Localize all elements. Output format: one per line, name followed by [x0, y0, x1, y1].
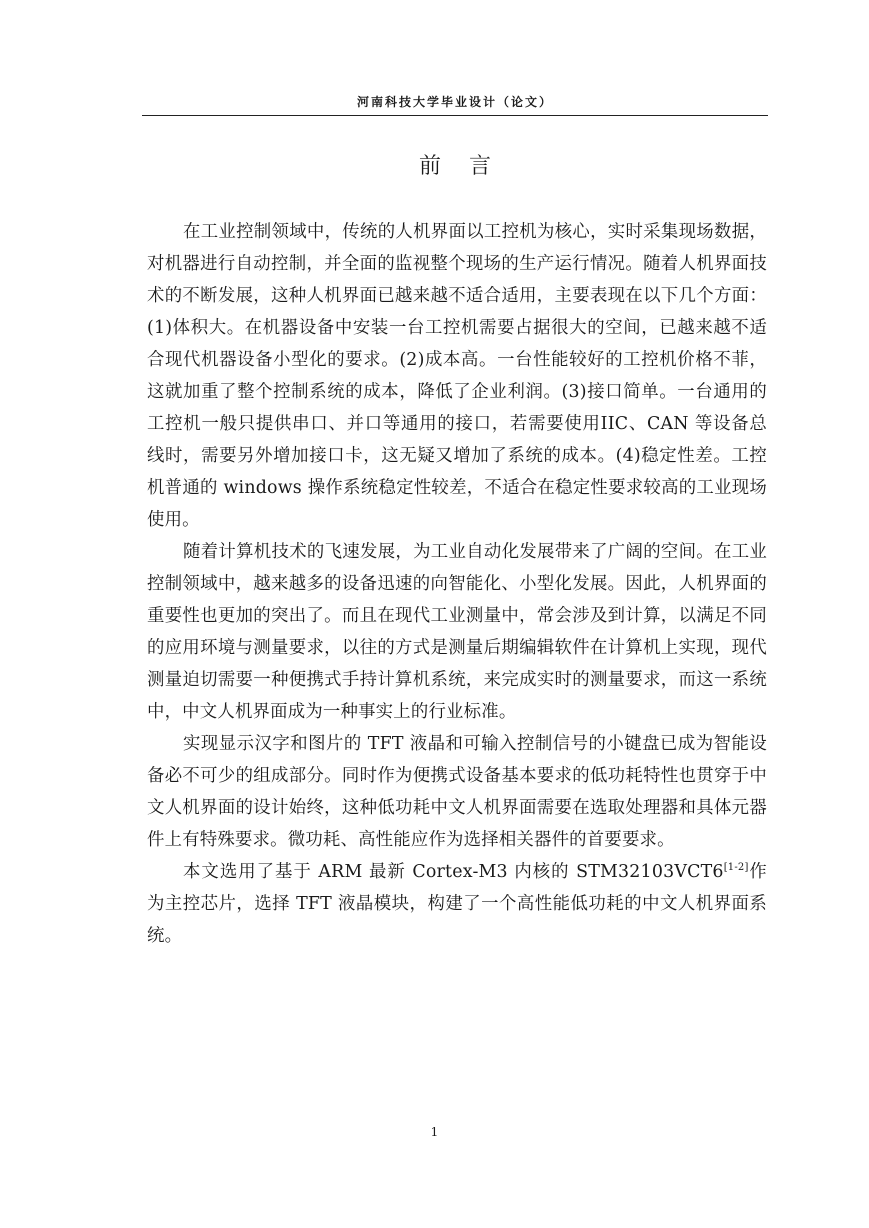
paragraph-2: 随着计算机技术的飞速发展，为工业自动化发展带来了广阔的空间。在工业控制领域中，越来越多的设备迅速的向智能化、小型化发展。因此，人机界面的重要性也更加的突出了。而且在现代工业测量中，常会涉及到计算，以满足不同的应用环境与测量要求，以往的方式是测量后期编辑软件在计算机上实现，现代测量迫切需要一种便携式手持计算机系统，来完成实时的测量要求，而这一系统中，中文人机界面成为一种事实上的行业标准。: [147, 542, 767, 722]
page-number: 1: [430, 1125, 439, 1139]
paragraph-3: 实现显示汉字和图片的 TFT 液晶和可输入控制信号的小键盘已成为智能设备必不可少的组成部分。同时作为便携式设备基本要求的低功耗特性也贯穿于中文人机界面的设计始终，这种低功耗中文人机界面需要在选取处理器和具体元器件上有特殊要求。微功耗、高性能应作为选择相关器件的首要要求。: [147, 734, 767, 850]
paragraph-4-continuation: 作为主控芯片，选择 TFT 液晶模块，构建了一个高性能低功耗的中文人机界面系统。: [147, 862, 768, 946]
running-header: 河南科技大学毕业设计（论文）: [356, 95, 553, 109]
paragraph-1: 在工业控制领域中，传统的人机界面以工控机为核心，实时采集现场数据，对机器进行自动控制，并全面的监视整个现场的生产运行情况。随着人机界面技术的不断发展，这种人机界面已越来越不适合适用，主要表现在以下几个方面：(1)体积大。在机器设备中安装一台工控机需要占据很大的空间，已越来越不适合现代机器设备小型化的要求。(2)成本高。一台性能较好的工控机价格不菲，这就加重了整个控制系统的成本，降低了企业利润。(3)接口简单。一台通用的工控机一般只提供串口、并口等通用的接口，若需要使用IIC、CAN 等设备总线时，需要另外增加接口卡，这无疑又增加了系统的成本。(4)稳定性差。工控机普通的 windows 操作系统稳定性较差，不适合在稳定性要求较高的工业现场使用。: [147, 222, 767, 530]
page-title: 前言: [418, 154, 519, 179]
header-divider: [142, 115, 768, 116]
citation-reference: [1-2]: [723, 862, 749, 873]
body-text: [147, 216, 767, 952]
paragraph-4: [147, 856, 767, 952]
paragraph-4-text: 本文选用了基于 ARM 最新 Cortex-M3 内核的 STM32103VCT6: [183, 862, 724, 882]
